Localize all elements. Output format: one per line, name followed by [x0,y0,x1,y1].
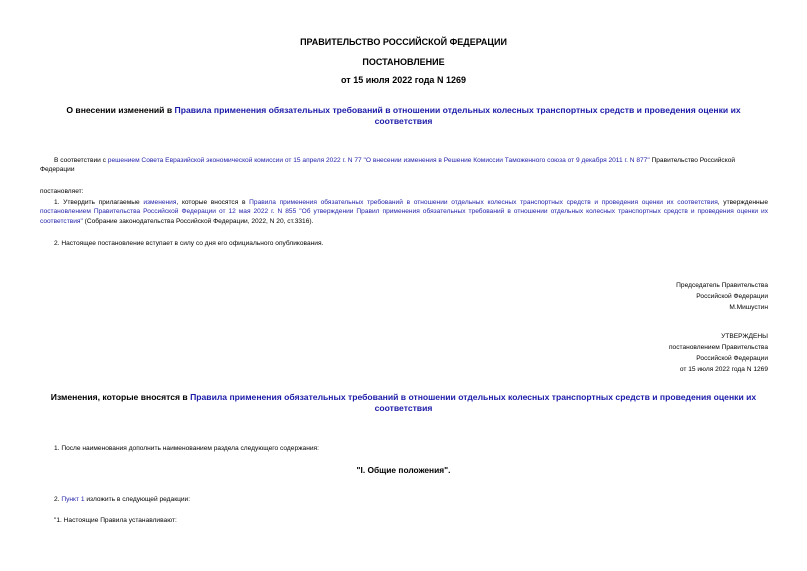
preamble-text: В соответствии с [54,157,108,164]
section-heading: "I. Общие положения". [356,465,451,475]
document-date-number: от 15 июля 2022 года N 1269 [341,75,466,85]
change-1: 1. После наименования дополнить наименованием раздела следующего содержания: [54,445,319,452]
preamble [40,156,768,175]
preamble-decision-link[interactable]: решением Совета Евразийской экономической комиссии от 15 апреля 2022 г. N 77 "О внесении изменения в Решение Комиссии Таможенного союза от 9 декабря 2011 г. N 877" [107,157,650,164]
approved-label: УТВЕРЖДЕНЫ [721,333,768,340]
approved-country: Российской Федерации [696,355,768,362]
changes-title-rules-link[interactable]: Правила применения обязательных требований в отношении отдельных колесных транспортных средств и проведения оценки их соответствия [190,392,757,413]
item1-rules-link[interactable]: Правила применения обязательных требований в отношении отдельных колесных транспортных средств и проведения оценки их соответствия [249,199,718,206]
signature-country: Российской Федерации [696,293,768,300]
change2-point-link[interactable]: Пункт 1 [61,496,85,503]
signature-name: М.Мишустин [729,304,768,311]
item-1 [40,198,768,226]
signature-block [676,280,768,313]
change2-text: 2. [54,496,62,503]
item1-text: 1. Утвердить прилагаемые [54,199,144,206]
item1-text4: (Собрание законодательства Российской Федерации, 2022, N 20, ст.3316). [82,217,314,225]
changes-title [40,392,767,414]
decrees-label: постановляет: [40,188,84,195]
change-2 [54,495,190,504]
preamble-text-end: Правительство Российской Федерации [40,157,736,174]
title-prefix: О внесении изменений в [66,105,175,115]
quote-1: "1. Настоящие Правила устанавливают: [54,517,177,524]
changes-title-prefix: Изменения, которые вносятся в [50,392,191,402]
document-title [50,105,757,127]
government-heading: ПРАВИТЕЛЬСТВО РОССИЙСКОЙ ФЕДЕРАЦИИ [300,37,507,47]
approved-date: от 15 июля 2022 года N 1269 [679,366,768,373]
item1-text3: , утвержденные [717,199,769,206]
item1-text2: , которые вносятся в [176,199,250,206]
item1-changes-link[interactable]: изменения [143,199,177,206]
document-type: ПОСТАНОВЛЕНИЕ [362,57,445,67]
approved-by: постановлением Правительства [668,344,768,351]
signature-position: Председатель Правительства [676,282,768,289]
approved-block [669,331,768,375]
item1-decree-link[interactable]: постановлением Правительства Российской Федерации от 12 мая 2022 г. N 855 "Об утверждении Правил применения обязательных требований в отношении отдельных колесных транспортных средств и проведения оценки их соответствия" [40,208,768,225]
title-rules-link[interactable]: Правила применения обязательных требований в отношении отдельных колесных транспортных средств и проведения оценки их соответствия [174,105,741,126]
item-2: 2. Настоящее постановление вступает в силу со дня его официального опубликования. [54,240,324,247]
change2-text2: изложить в следующей редакции: [84,496,191,503]
